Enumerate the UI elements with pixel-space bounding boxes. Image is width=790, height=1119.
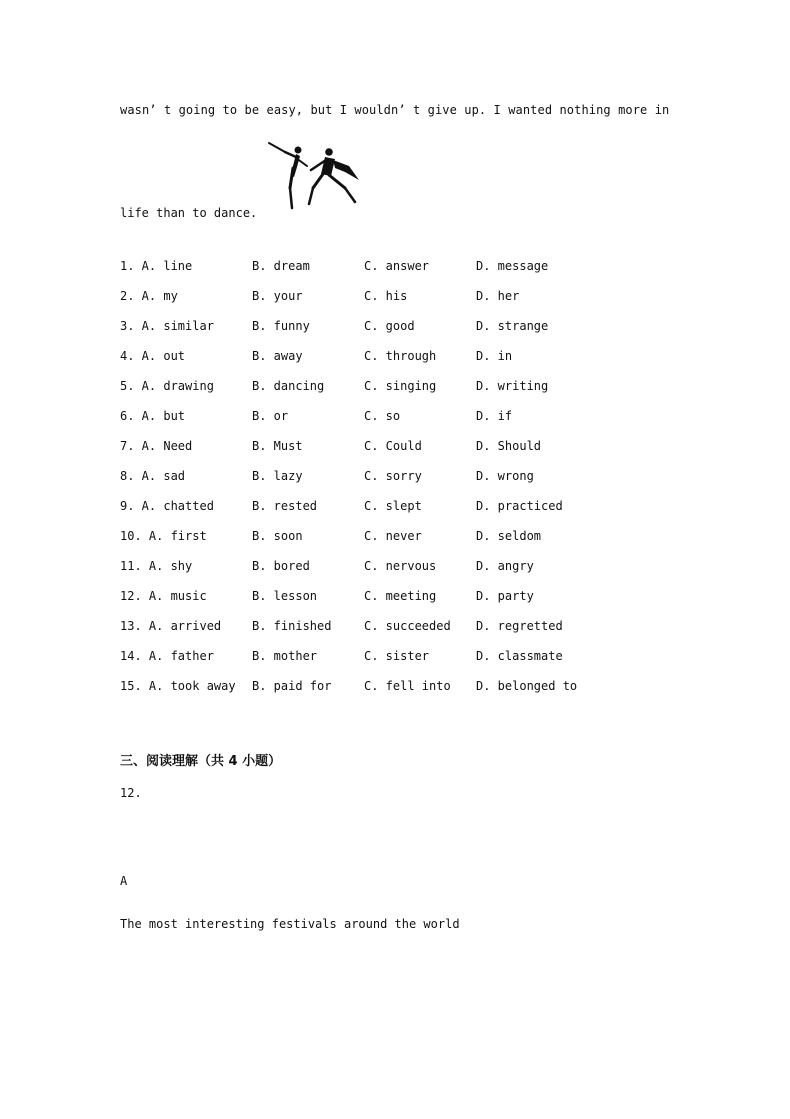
option-a: 10. A. first <box>120 529 207 543</box>
option-b: B. or <box>252 409 289 423</box>
option-b: B. lesson <box>252 589 318 603</box>
option-b: B. Must <box>252 439 303 453</box>
option-d: D. regretted <box>476 619 563 633</box>
option-a: 14. A. father <box>120 649 214 663</box>
option-b: B. away <box>252 349 303 363</box>
option-d: D. if <box>476 409 513 423</box>
option-a: 15. A. took away <box>120 679 236 693</box>
option-d: D. in <box>476 349 513 363</box>
option-b: B. funny <box>252 319 310 333</box>
part-letter: A <box>120 874 128 888</box>
option-a: 6. A. but <box>120 409 186 423</box>
option-a: 5. A. drawing <box>120 379 214 393</box>
option-a: 8. A. sad <box>120 469 186 483</box>
option-c: C. so <box>364 409 401 423</box>
option-a: 4. A. out <box>120 349 186 363</box>
option-b: B. dream <box>252 259 310 273</box>
option-b: B. dancing <box>252 379 325 393</box>
option-d: D. belonged to <box>476 679 578 693</box>
option-c: C. through <box>364 349 437 363</box>
option-c: C. meeting <box>364 589 437 603</box>
option-c: C. never <box>364 529 422 543</box>
dancing-couple-image <box>263 140 363 212</box>
option-c: C. succeeded <box>364 619 451 633</box>
option-a: 1. A. line <box>120 259 193 273</box>
option-d: D. practiced <box>476 499 563 513</box>
option-a: 3. A. similar <box>120 319 214 333</box>
option-b: B. soon <box>252 529 303 543</box>
option-d: D. writing <box>476 379 549 393</box>
option-b: B. paid for <box>252 679 332 693</box>
option-d: D. wrong <box>476 469 534 483</box>
option-c: C. answer <box>364 259 430 273</box>
option-b: B. finished <box>252 619 332 633</box>
passage-line-2: life than to dance. <box>120 206 258 220</box>
option-d: D. Should <box>476 439 542 453</box>
option-c: C. his <box>364 289 408 303</box>
option-d: D. her <box>476 289 520 303</box>
option-b: B. rested <box>252 499 318 513</box>
passage-line-1: wasn’ t going to be easy, but I wouldn’ t give up. I wanted nothing more in <box>120 103 670 117</box>
option-a: 2. A. my <box>120 289 178 303</box>
option-d: D. classmate <box>476 649 563 663</box>
option-d: D. seldom <box>476 529 542 543</box>
option-a: 9. A. chatted <box>120 499 214 513</box>
option-d: D. angry <box>476 559 534 573</box>
option-a: 12. A. music <box>120 589 207 603</box>
option-c: C. slept <box>364 499 422 513</box>
option-c: C. singing <box>364 379 437 393</box>
option-c: C. fell into <box>364 679 451 693</box>
option-c: C. Could <box>364 439 422 453</box>
option-d: D. party <box>476 589 534 603</box>
option-a: 11. A. shy <box>120 559 193 573</box>
option-c: C. sorry <box>364 469 422 483</box>
option-c: C. nervous <box>364 559 437 573</box>
option-c: C. sister <box>364 649 430 663</box>
option-a: 13. A. arrived <box>120 619 222 633</box>
section-heading: 三、阅读理解（共 4 小题） <box>120 754 282 769</box>
option-b: B. mother <box>252 649 318 663</box>
option-c: C. good <box>364 319 415 333</box>
option-b: B. lazy <box>252 469 303 483</box>
option-d: D. message <box>476 259 549 273</box>
option-d: D. strange <box>476 319 549 333</box>
option-b: B. bored <box>252 559 310 573</box>
passage-title: The most interesting festivals around the world <box>120 917 460 931</box>
option-b: B. your <box>252 289 303 303</box>
question-number: 12. <box>120 786 142 800</box>
option-a: 7. A. Need <box>120 439 193 453</box>
